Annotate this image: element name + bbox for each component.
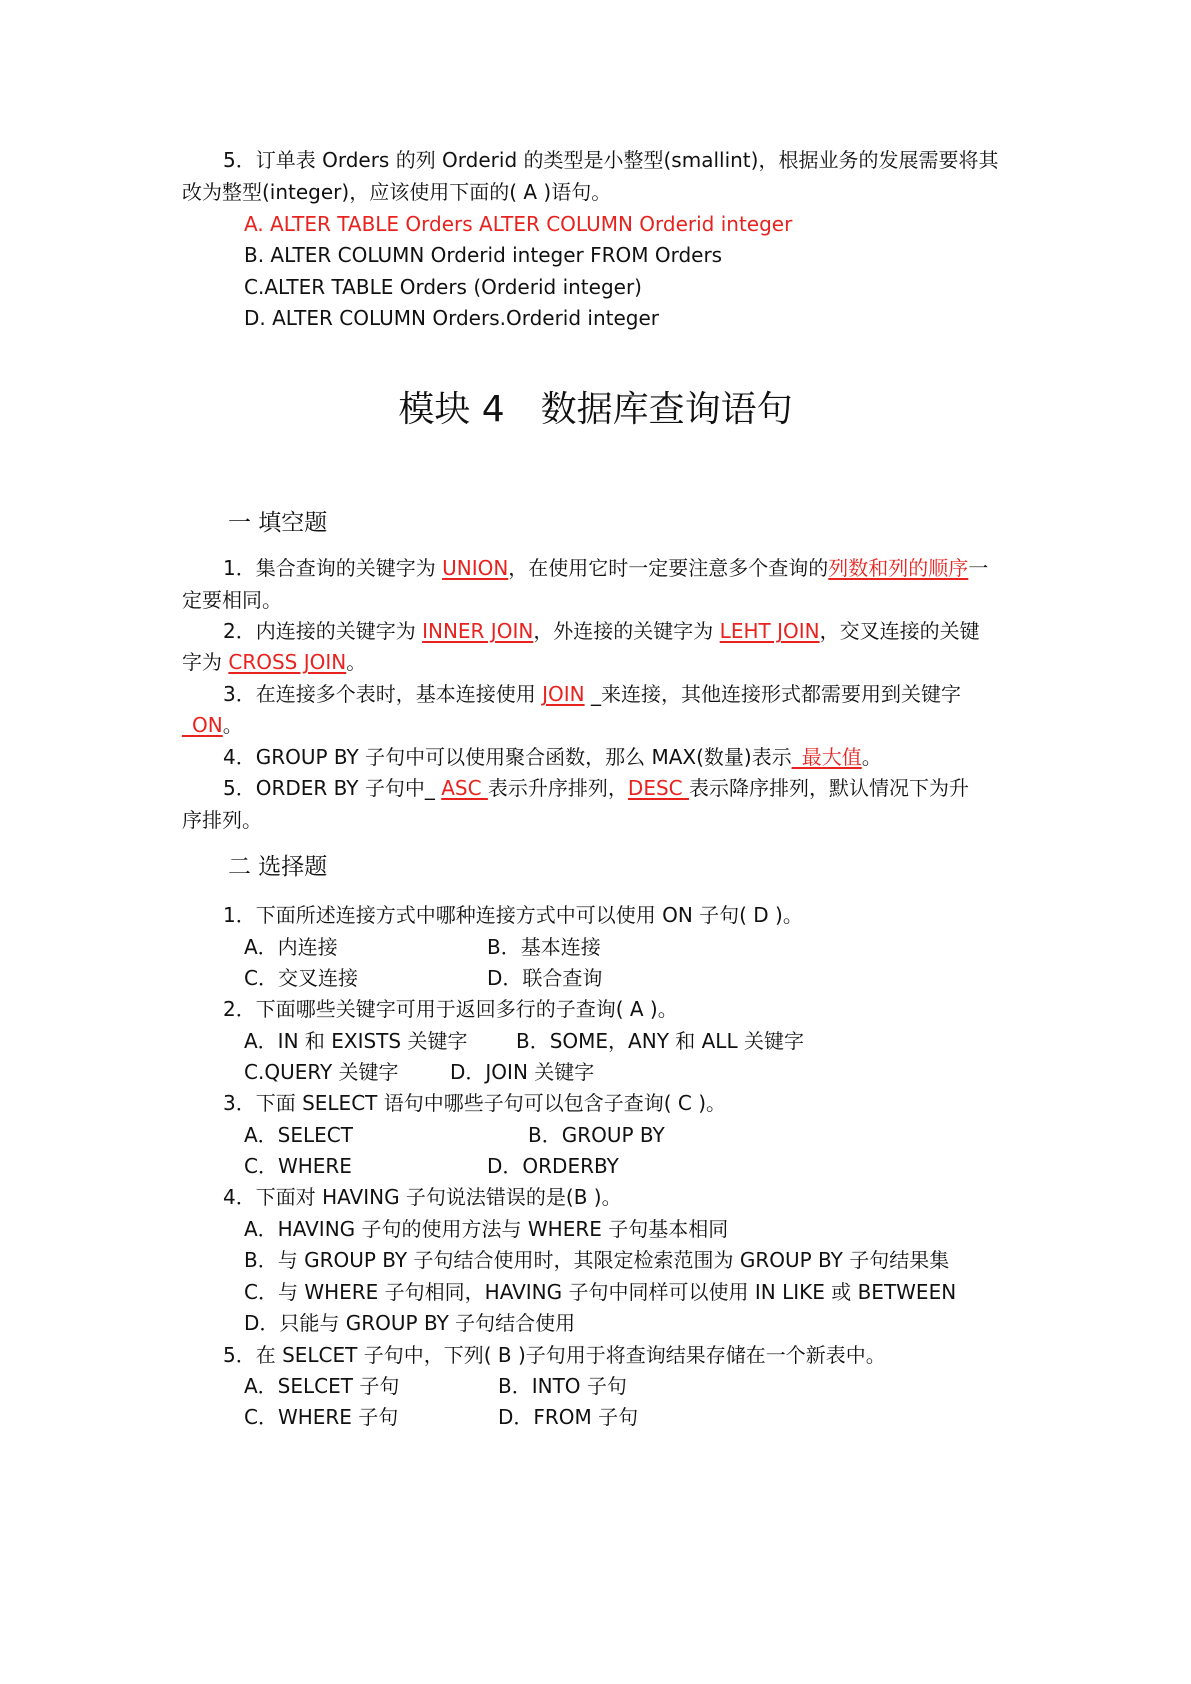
choice-option-c: C．与 WHERE 子句相同，HAVING 子句中同样可以使用 IN LIKE 或 BETWEEN	[244, 1280, 957, 1304]
choice-option-d: D．FROM 子句	[498, 1405, 639, 1429]
module-title: 模块 4 数据库查询语句	[398, 389, 793, 430]
answer-option-b: B. ALTER COLUMN Orderid integer FROM Orders	[244, 243, 723, 267]
choice-question-3: 3．下面 SELECT 语句中哪些子句可以包含子查询( C )。	[223, 1091, 727, 1115]
question-stem: 5．订单表 Orders 的列 Orderid 的类型是小整型(smallint)，根据业务的发展需要将其	[223, 148, 999, 172]
fill-question-4: 4．GROUP BY 子句中可以使用聚合函数，那么 MAX(数量)表示_最大值。	[223, 745, 882, 769]
choice-option-d: D．只能与 GROUP BY 子句结合使用	[244, 1311, 576, 1335]
fill-answer: DESC	[627, 776, 689, 800]
choice-question-2: 2．下面哪些关键字可用于返回多行的子查询( A )。	[223, 997, 678, 1021]
choice-option-a: A．内连接	[244, 935, 338, 959]
fill-answer: JOIN	[542, 682, 585, 706]
choice-option-d: D．ORDERBY	[487, 1154, 619, 1178]
fill-answer: LEHT JOIN	[719, 619, 820, 643]
fill-question-5-continued: 序排列。	[182, 808, 262, 832]
choice-option-a: A．SELECT	[244, 1123, 353, 1147]
choice-option-a: A．SELCET 子句	[244, 1374, 400, 1398]
choice-option-c: C．WHERE 子句	[244, 1405, 399, 1429]
choice-option-c: C．交叉连接	[244, 966, 358, 990]
fill-question-1-continued: 定要相同。	[182, 588, 282, 612]
choice-option-d: D．联合查询	[487, 966, 603, 990]
section-heading-fill-blank: 一 填空题	[228, 510, 328, 536]
fill-answer: _最大值	[791, 745, 862, 769]
choice-option-c: C.QUERY 关键字	[244, 1060, 399, 1084]
choice-option-d: D．JOIN 关键字	[450, 1060, 595, 1084]
choice-question-1: 1．下面所述连接方式中哪种连接方式中可以使用 ON 子句( D )。	[223, 903, 803, 927]
choice-option-c: C．WHERE	[244, 1154, 352, 1178]
choice-option-b: B．与 GROUP BY 子句结合使用时，其限定检索范围为 GROUP BY 子句结果集	[244, 1248, 950, 1272]
choice-option-a: A．IN 和 EXISTS 关键字	[244, 1029, 468, 1053]
fill-question-3-continued: _ON。	[182, 713, 243, 737]
fill-answer: ON	[192, 713, 223, 737]
answer-option-d: D. ALTER COLUMN Orders.Orderid integer	[244, 306, 660, 330]
fill-question-3: 3．在连接多个表时，基本连接使用 JOIN _来连接，其他连接形式都需要用到关键字	[223, 682, 961, 706]
choice-question-4: 4．下面对 HAVING 子句说法错误的是(B )。	[223, 1185, 622, 1209]
fill-answer: ASC	[441, 776, 488, 800]
choice-option-b: B．INTO 子句	[498, 1374, 627, 1398]
fill-question-2-continued: 字为 CROSS JOIN。	[182, 650, 367, 674]
choice-question-5: 5．在 SELCET 子句中，下列( B )子句用于将查询结果存储在一个新表中。	[223, 1343, 886, 1367]
fill-question-5: 5．ORDER BY 子句中_ ASC 表示升序排列，DESC 表示降序排列，默认情况下为升	[223, 776, 969, 800]
fill-answer: 列数和列的顺序	[828, 556, 969, 580]
answer-option-a: A. ALTER TABLE Orders ALTER COLUMN Orderid integer	[244, 212, 793, 236]
fill-question-2: 2．内连接的关键字为 INNER JOIN，外连接的关键字为 LEHT JOIN，交叉连接的关键	[223, 619, 980, 643]
fill-answer: UNION	[442, 556, 509, 580]
choice-option-b: B．SOME，ANY 和 ALL 关键字	[516, 1029, 804, 1053]
choice-option-b: B．基本连接	[487, 935, 601, 959]
choice-option-b: B．GROUP BY	[528, 1123, 665, 1147]
fill-answer: INNER JOIN	[422, 619, 534, 643]
section-heading-choice: 二 选择题	[228, 854, 328, 880]
fill-answer: CROSS JOIN	[228, 650, 347, 674]
fill-question-1: 1．集合查询的关键字为 UNION，在使用它时一定要注意多个查询的列数和列的顺序一	[223, 556, 989, 580]
answer-option-c: C.ALTER TABLE Orders (Orderid integer)	[244, 275, 642, 299]
choice-option-a: A．HAVING 子句的使用方法与 WHERE 子句基本相同	[244, 1217, 729, 1241]
question-stem-continued: 改为整型(integer)，应该使用下面的( A )语句。	[182, 180, 612, 204]
